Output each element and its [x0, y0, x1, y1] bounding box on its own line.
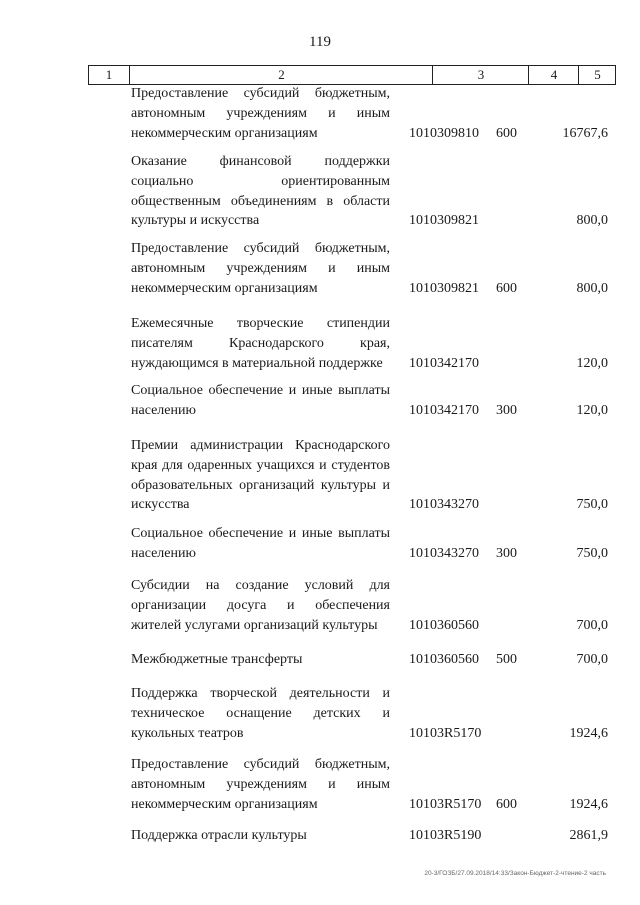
row-type: 600	[496, 125, 517, 141]
row-amount: 700,0	[576, 652, 608, 667]
row-code: 1010342170	[409, 355, 479, 371]
row-code: 1010343270	[409, 545, 479, 561]
row-description: Предоставление субсидий бюджетным, автономным учреждениям и иным некоммерческим организациям	[131, 241, 390, 296]
row-amount: 2861,9	[569, 828, 608, 843]
row-description: Предоставление субсидий бюджетным, автономным учреждениям и иным некоммерческим организациям	[131, 86, 390, 141]
header-col-2: 2	[129, 66, 433, 84]
row-code: 1010309821	[409, 213, 479, 229]
row-description: Предоставление субсидий бюджетным, автономным учреждениям и иным некоммерческим организациям	[131, 757, 390, 812]
row-description: Оказание финансовой поддержки социально ориентированным общественным объединениям в области культуры и искусства	[131, 154, 390, 229]
header-col-1: 1	[105, 67, 113, 82]
row-code: 1010360560	[409, 617, 479, 633]
page-number: 119	[309, 34, 331, 50]
row-description: Социальное обеспечение и иные выплаты населению	[131, 526, 390, 561]
row-code: 1010343270	[409, 497, 479, 513]
table-header	[88, 65, 616, 85]
row-amount: 120,0	[576, 355, 608, 371]
row-description: Межбюджетные трансферты	[131, 652, 303, 667]
row-code: 10103R5170	[409, 725, 482, 741]
row-amount: 700,0	[576, 617, 608, 633]
header-col-3: 3	[432, 66, 529, 84]
row-type: 300	[496, 545, 517, 561]
row-amount: 750,0	[576, 497, 608, 513]
row-description: Социальное обеспечение и иные выплаты населению	[131, 383, 390, 418]
row-description: Премии администрации Краснодарского края для одаренных учащихся и студентов образовательных организаций культуры и искусства	[131, 438, 390, 513]
row-amount: 16767,6	[562, 125, 608, 141]
row-code: 10103R5190	[409, 828, 482, 843]
footer-stamp: 20-3/ГОЗБ/27.09.2018/14:33/Закон-Бюджет-2-чтение-2 часть	[424, 870, 606, 877]
header-col-4: 4	[528, 66, 579, 84]
row-code: 1010360560	[409, 652, 479, 667]
row-amount: 120,0	[576, 402, 608, 418]
row-amount: 800,0	[576, 213, 608, 229]
row-amount: 800,0	[576, 280, 608, 296]
row-code: 1010309821	[409, 280, 479, 296]
row-type: 600	[496, 280, 517, 296]
row-amount: 1924,6	[569, 796, 608, 812]
row-description: Субсидии на создание условий для организации досуга и обеспечения жителей услугами организаций культуры	[131, 578, 390, 633]
row-type: 300	[496, 402, 517, 418]
row-description: Поддержка творческой деятельности и техническое оснащение детских и кукольных театров	[131, 686, 390, 741]
row-amount: 1924,6	[569, 725, 608, 741]
row-code: 1010309810	[409, 125, 479, 141]
row-code: 1010342170	[409, 402, 479, 418]
row-type: 600	[496, 796, 517, 812]
row-type: 500	[496, 652, 517, 667]
row-description: Поддержка отрасли культуры	[131, 828, 307, 843]
header-col-5: 5	[578, 66, 616, 84]
row-description: Ежемесячные творческие стипендии писателям Краснодарского края, нуждающимся в материальной поддержке	[131, 316, 390, 371]
row-code: 10103R5170	[409, 796, 482, 812]
row-amount: 750,0	[576, 545, 608, 561]
